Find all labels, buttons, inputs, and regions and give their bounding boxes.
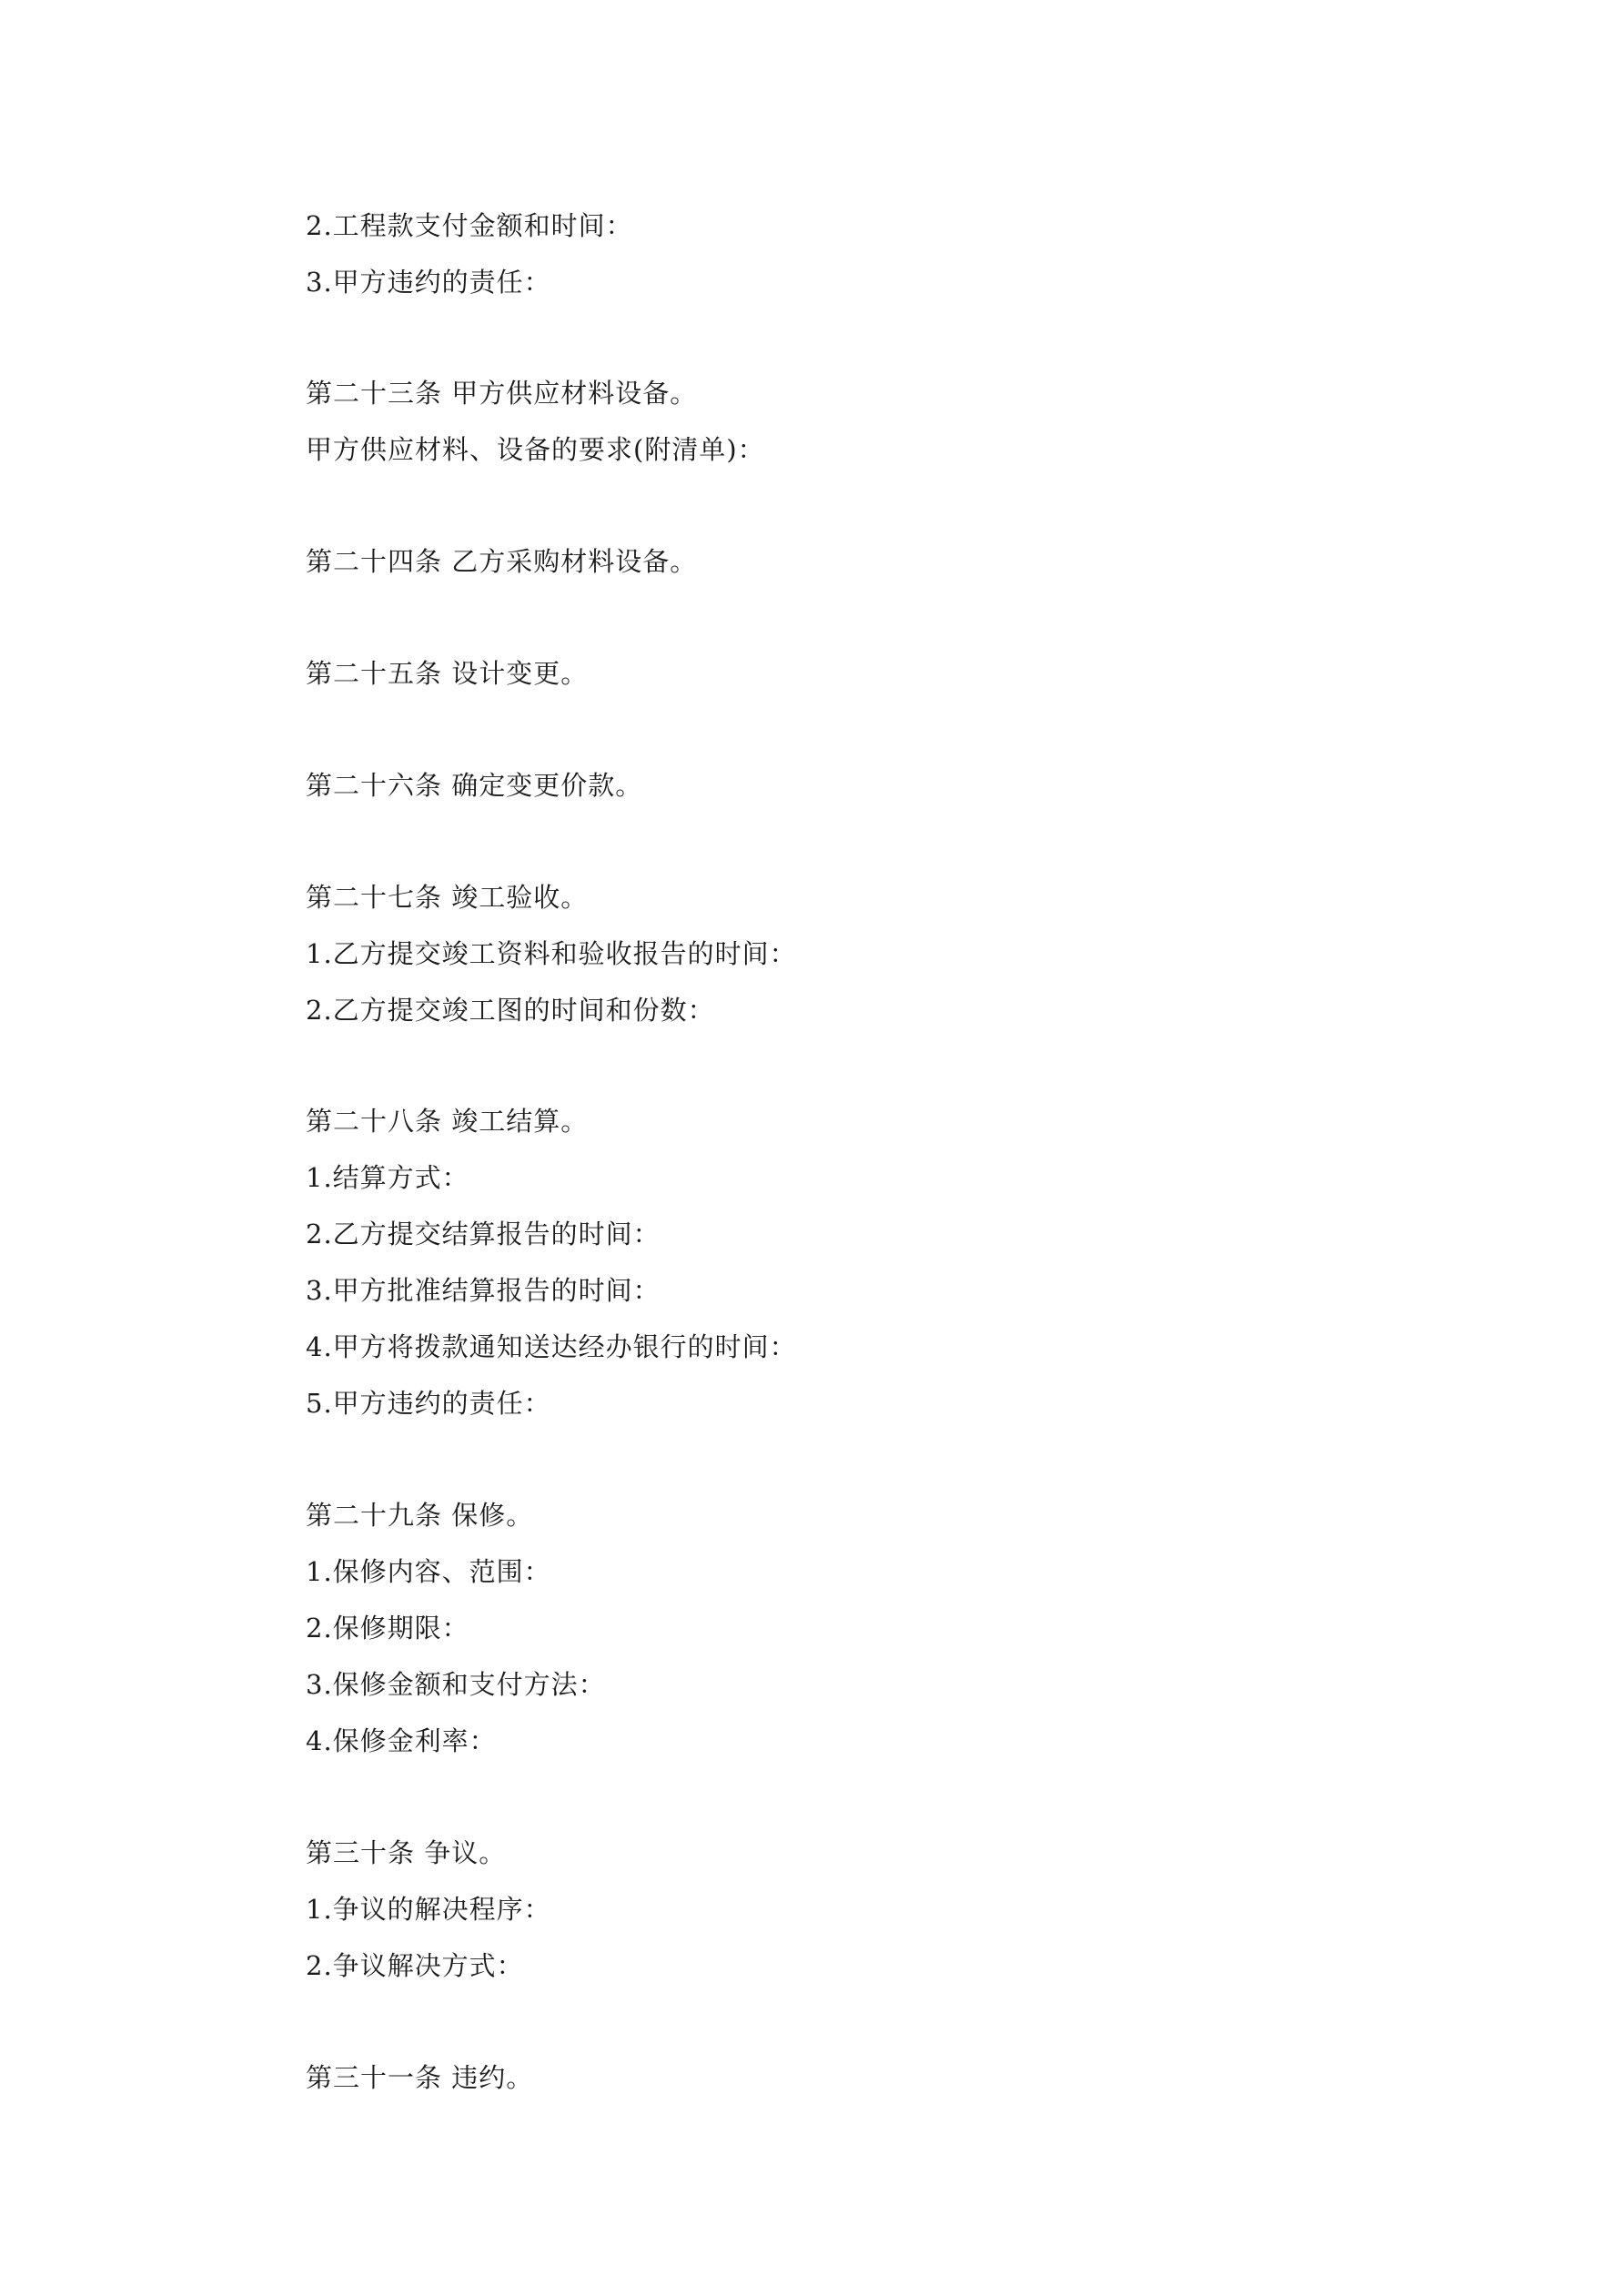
settlement-report-approve-line: 3.甲方批准结算报告的时间： <box>306 1275 661 1306</box>
dispute-procedure-line: 1.争议的解决程序： <box>306 1894 551 1925</box>
article-28-heading: 第二十八条 竣工结算。 <box>306 1106 589 1137</box>
warranty-scope-line: 1.保修内容、范围： <box>306 1556 551 1587</box>
article-24-heading: 第二十四条 乙方采购材料设备。 <box>306 546 698 577</box>
warranty-interest-line: 4.保修金利率： <box>306 1725 497 1756</box>
article-29-heading: 第二十九条 保修。 <box>306 1500 534 1531</box>
dispute-resolution-line: 2.争议解决方式： <box>306 1950 524 1981</box>
party-a-supply-requirements-line: 甲方供应材料、设备的要求(附清单)： <box>306 434 765 465</box>
article-30-heading: 第三十条 争议。 <box>306 1837 507 1868</box>
settlement-report-submit-line: 2.乙方提交结算报告的时间： <box>306 1219 661 1249</box>
settlement-method-line: 1.结算方式： <box>306 1162 469 1193</box>
party-a-breach-liability-line: 3.甲方违约的责任： <box>306 267 551 298</box>
warranty-period-line: 2.保修期限： <box>306 1613 469 1644</box>
article-25-heading: 第二十五条 设计变更。 <box>306 658 589 689</box>
article-26-heading: 第二十六条 确定变更价款。 <box>306 770 643 801</box>
completion-report-time-line: 1.乙方提交竣工资料和验收报告的时间： <box>306 938 797 969</box>
completion-drawings-line: 2.乙方提交竣工图的时间和份数： <box>306 995 715 1026</box>
bank-notice-time-line: 4.甲方将拨款通知送达经办银行的时间： <box>306 1331 797 1362</box>
article-23-heading: 第二十三条 甲方供应材料设备。 <box>306 378 698 409</box>
article-31-heading: 第三十一条 违约。 <box>306 2062 534 2093</box>
payment-amount-time-line: 2.工程款支付金额和时间： <box>306 210 633 241</box>
article-27-heading: 第二十七条 竣工验收。 <box>306 882 589 913</box>
warranty-amount-line: 3.保修金额和支付方法： <box>306 1669 606 1700</box>
party-a-breach-liability-line-2: 5.甲方违约的责任： <box>306 1388 551 1419</box>
